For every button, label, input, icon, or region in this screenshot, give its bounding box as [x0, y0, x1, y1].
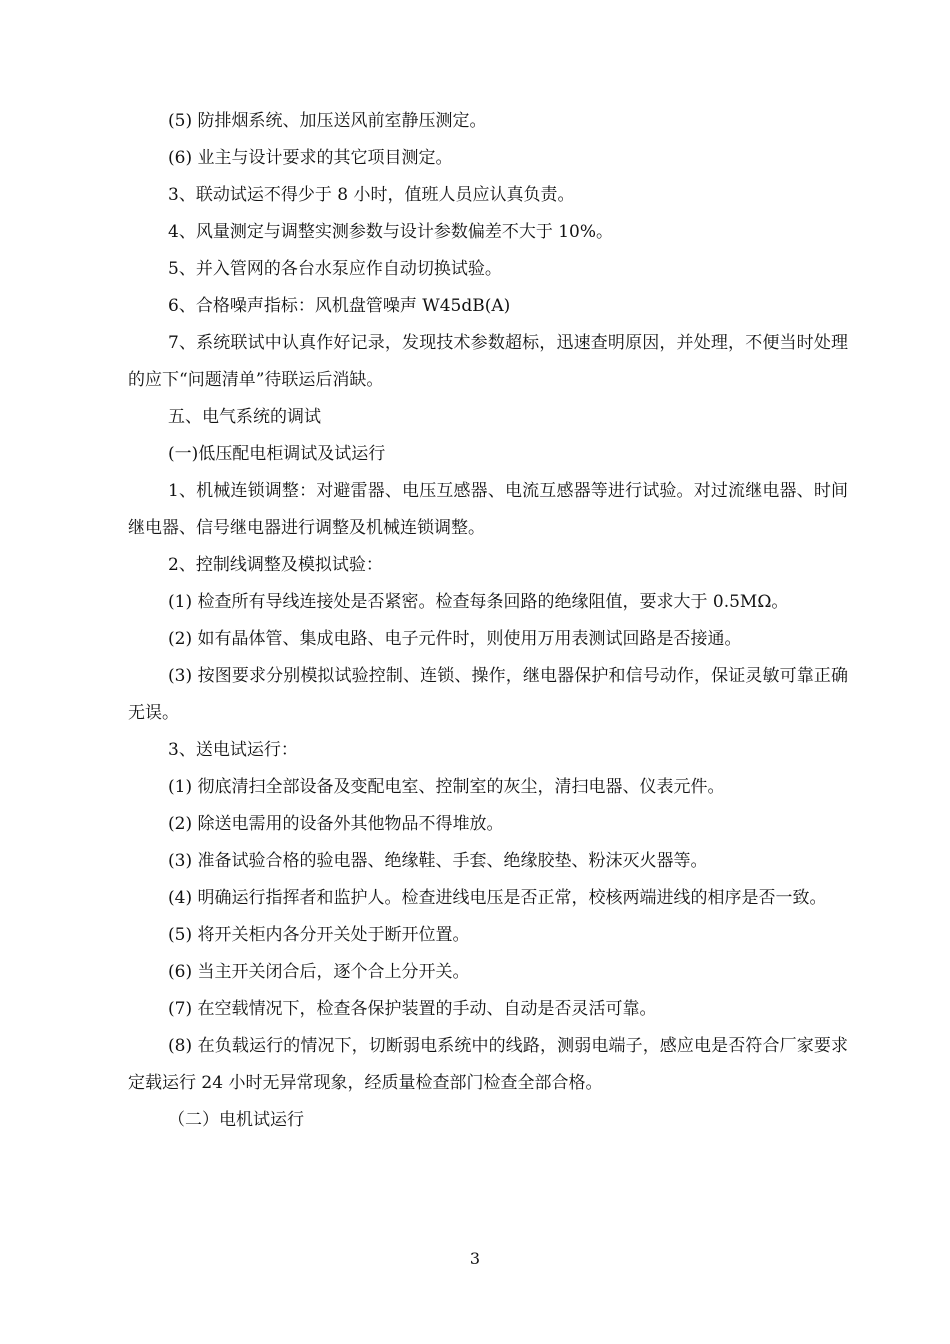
paragraph-system-record: 7、系统联试中认真作好记录，发现技术参数超标，迅速查明原因，并处理，不便当时处理的应下“问题清单”待联运后消缺。	[128, 333, 848, 390]
paragraph-pump-switch: 5、并入管网的各台水泵应作自动切换试验。	[168, 259, 502, 279]
paragraph-simulation-test: (3) 按图要求分别模拟试验控制、连锁、操作，继电器保护和信号动作，保证灵敏可靠正确无误。	[128, 666, 848, 723]
paragraph-no-load-check: (7) 在空载情况下，检查各保护装置的手动、自动是否灵活可靠。	[168, 999, 657, 1019]
paragraph-mechanical-interlock: 1、机械连锁调整：对避雷器、电压互感器、电流互感器等进行试验。对过流继电器、时间继电器、信号继电器进行调整及机械连锁调整。	[128, 481, 848, 538]
paragraph-power-trial: 3、送电试运行：	[168, 740, 298, 760]
paragraph-linkage-trial: 3、联动试运不得少于 8 小时，值班人员应认真负责。	[168, 185, 575, 205]
paragraph-wire-check: (1) 检查所有导线连接处是否紧密。检查每条回路的绝缘阻值，要求大于 0.5MΩ。	[168, 592, 789, 612]
subsection-heading-motor-trial: （二）电机试运行	[168, 1110, 304, 1130]
paragraph-safety-equipment: (3) 准备试验合格的验电器、绝缘鞋、手套、绝缘胶垫、粉沫灭火器等。	[168, 851, 708, 871]
paragraph-commander-supervisor: (4) 明确运行指挥者和监护人。检查进线电压是否正常，校核两端进线的相序是否一致。	[168, 888, 827, 908]
paragraph-smoke-exhaust-test: (5) 防排烟系统、加压送风前室静压测定。	[168, 111, 487, 131]
subsection-heading-low-voltage: (一)低压配电柜调试及试运行	[168, 444, 386, 464]
paragraph-other-tests: (6) 业主与设计要求的其它项目测定。	[168, 148, 453, 168]
paragraph-multimeter-test: (2) 如有晶体管、集成电路、电子元件时，则使用万用表测试回路是否接通。	[168, 629, 742, 649]
paragraph-switch-open: (5) 将开关柜内各分开关处于断开位置。	[168, 925, 470, 945]
paragraph-air-volume: 4、风量测定与调整实测参数与设计参数偏差不大于 10%。	[168, 222, 614, 242]
paragraph-no-stacking: (2) 除送电需用的设备外其他物品不得堆放。	[168, 814, 504, 834]
paragraph-load-operation: (8) 在负载运行的情况下，切断弱电系统中的线路，测弱电端子，感应电是否符合厂家要求定载运行 24 小时无异常现象，经质量检查部门检查全部合格。	[128, 1036, 848, 1093]
paragraph-main-switch-close: (6) 当主开关闭合后，逐个合上分开关。	[168, 962, 470, 982]
paragraph-cleaning: (1) 彻底清扫全部设备及变配电室、控制室的灰尘，清扫电器、仪表元件。	[168, 777, 725, 797]
section-heading-electrical: 五、电气系统的调试	[168, 407, 321, 427]
paragraph-control-line: 2、控制线调整及模拟试验：	[168, 555, 383, 575]
paragraph-noise-index: 6、合格噪声指标：风机盘管噪声 W45dB(A)	[168, 296, 511, 316]
document-body	[128, 103, 848, 1139]
page-number: 3	[469, 1249, 481, 1268]
